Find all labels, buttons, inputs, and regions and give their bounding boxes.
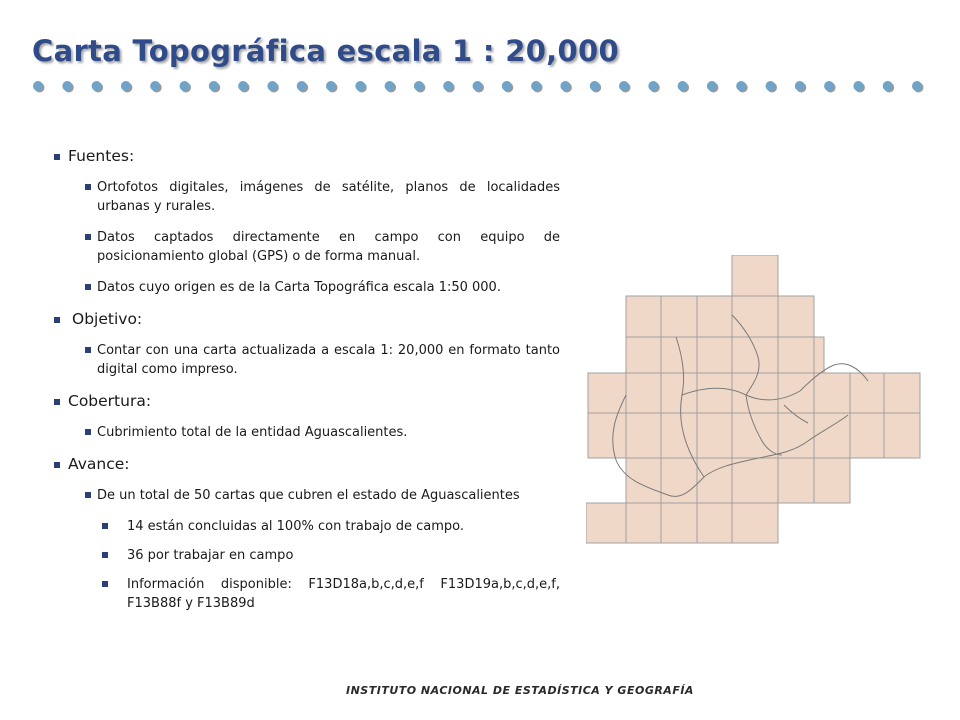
divider-dot	[62, 81, 72, 91]
section-heading-fuentes: Fuentes:	[54, 146, 560, 166]
dotted-divider	[30, 78, 930, 94]
bullet-icon	[102, 552, 108, 558]
page-title: Carta Topográfica escala 1 : 20,000	[32, 34, 619, 68]
divider-dot	[209, 81, 219, 91]
divider-dot	[414, 81, 424, 91]
divider-dot	[385, 81, 395, 91]
list-subitem: 36 por trabajar en campo	[54, 546, 560, 565]
aguascalientes-map	[586, 255, 922, 545]
divider-dot	[883, 81, 893, 91]
bullet-icon	[85, 184, 91, 190]
divider-dot	[678, 81, 688, 91]
divider-dot	[355, 81, 365, 91]
divider-dot	[473, 81, 483, 91]
section-heading-avance: Avance:	[54, 454, 560, 474]
list-item: Datos captados directamente en campo con equipo de posicionamiento global (GPS) o de forma manual.	[54, 228, 560, 266]
list-item: Datos cuyo origen es de la Carta Topográfica escala 1:50 000.	[54, 278, 560, 297]
divider-dot	[297, 81, 307, 91]
divider-dot	[619, 81, 629, 91]
bullet-icon	[85, 234, 91, 240]
bullet-icon	[85, 429, 91, 435]
list-subitem: 14 están concluidas al 100% con trabajo de campo.	[54, 517, 560, 536]
list-item: Ortofotos digitales, imágenes de satélite, planos de localidades urbanas y rurales.	[54, 178, 560, 216]
divider-dot	[560, 81, 570, 91]
bullet-icon	[54, 399, 60, 405]
divider-dot	[912, 81, 922, 91]
bullet-icon	[54, 462, 60, 468]
divider-dot	[267, 81, 277, 91]
bullet-icon	[102, 581, 108, 587]
institution-footer: INSTITUTO NACIONAL DE ESTADÍSTICA Y GEOGRAFÍA	[346, 684, 694, 697]
map-sheet-grid	[586, 255, 920, 543]
divider-dot	[531, 81, 541, 91]
divider-dot	[326, 81, 336, 91]
bullet-icon	[85, 347, 91, 353]
bullet-icon	[85, 284, 91, 290]
list-subitem: Información disponible: F13D18a,b,c,d,e,f F13D19a,b,c,d,e,f, F13B88f y F13B89d	[54, 575, 560, 613]
divider-dot	[180, 81, 190, 91]
section-heading-cobertura: Cobertura:	[54, 391, 560, 411]
bullet-icon	[85, 492, 91, 498]
divider-dot	[648, 81, 658, 91]
list-item: Contar con una carta actualizada a escala 1: 20,000 en formato tanto digital como impreso.	[54, 341, 560, 379]
divider-dot	[766, 81, 776, 91]
list-item: De un total de 50 cartas que cubren el estado de Aguascalientes	[54, 486, 560, 505]
list-item: Cubrimiento total de la entidad Aguascalientes.	[54, 423, 560, 442]
divider-dot	[92, 81, 102, 91]
divider-dot	[150, 81, 160, 91]
divider-dot	[121, 81, 131, 91]
divider-dot	[795, 81, 805, 91]
divider-dot	[853, 81, 863, 91]
divider-dot	[502, 81, 512, 91]
divider-dot	[824, 81, 834, 91]
bullet-icon	[54, 317, 60, 323]
divider-dot	[736, 81, 746, 91]
divider-dot	[707, 81, 717, 91]
bullet-icon	[54, 154, 60, 160]
divider-dot	[590, 81, 600, 91]
content-list	[54, 146, 560, 623]
section-heading-objetivo: Objetivo:	[54, 309, 560, 329]
bullet-icon	[102, 523, 108, 529]
divider-dot	[33, 81, 43, 91]
divider-dot	[443, 81, 453, 91]
divider-dot	[238, 81, 248, 91]
